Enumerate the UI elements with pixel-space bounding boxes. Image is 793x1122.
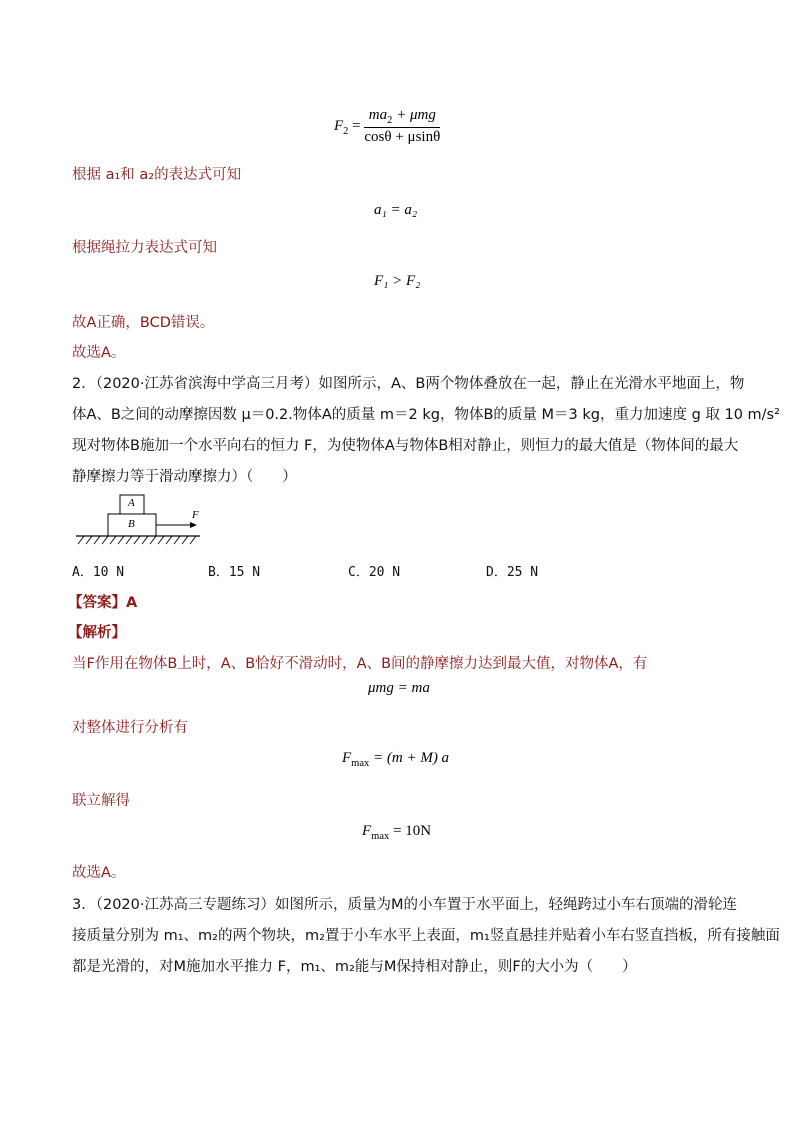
question-3-line: 都是光滑的，对M施加水平推力 F，m₁、m₂能与M保持相对静止，则F的大小为（ ） xyxy=(72,959,637,975)
equation-a1-a2: a₁ = a₂ xyxy=(374,202,418,218)
formula-f2: $F_2$ = $\frac{ma_2 + \mu mg}{\cos\theta + \mu\sin\theta}$ xyxy=(334,107,441,145)
equation-friction: μmg = ma xyxy=(368,680,430,696)
text-line: 根据 a₁和 a₂的表达式可知 xyxy=(72,167,242,183)
equation-f1-f2: F₁ > F₂ xyxy=(374,273,421,289)
equation-fmax: $F_{max} = (m + M)$ a xyxy=(342,750,450,769)
question-2-line: 体A、B之间的动摩擦因数 μ＝0.2.物体A的质量 m＝2 kg，物体B的质量 M＝3 kg，重力加速度 g 取 10 m/s² xyxy=(72,407,780,423)
question-3-line: 接质量分别为 m₁、m₂的两个物块，m₂置于小车水平上表面，m₁竖直悬挂并贴着小车右竖直挡板，所有接触面 xyxy=(72,928,780,944)
force-label: F xyxy=(192,509,199,521)
ground-hatching xyxy=(78,536,196,544)
solution-line: 对整体进行分析有 xyxy=(72,720,188,736)
text-line: 故A正确，BCD错误。 xyxy=(72,315,215,331)
formula-f2-lhs: F xyxy=(334,117,344,134)
solution-line: 联立解得 xyxy=(72,793,130,809)
block-b-label: B xyxy=(128,518,135,530)
text-line: 根据绳拉力表达式可知 xyxy=(72,240,217,256)
formula-f2-fraction: $\frac{ma_2 + \mu mg}{\cos\theta + \mu\sin\theta}$ xyxy=(364,107,441,145)
question-2-line: 2．（2020·江苏省滨海中学高三月考）如图所示，A、B两个物体叠放在一起，静止在光滑水平地面上，物 xyxy=(72,376,745,392)
question-3-line: 3．（2020·江苏高三专题练习）如图所示，质量为M的小车置于水平面上，轻绳跨过小车右顶端的滑轮连 xyxy=(72,897,737,913)
analysis-label: 【解析】 xyxy=(68,625,126,641)
blocks-diagram xyxy=(72,493,212,549)
formula-f2-lhs-sub: 2 xyxy=(343,125,349,137)
blocks-figure xyxy=(72,493,212,549)
answer-label: 【答案】A xyxy=(68,595,138,611)
question-2-line: 现对物体B施加一个水平向右的恒力 F，为使物体A与物体B相对静止，则恒力的最大值是（物体间的最大 xyxy=(72,438,739,454)
option-c: C．20 N xyxy=(348,565,401,580)
option-a: A．10 N xyxy=(72,565,125,580)
block-a-label: A xyxy=(128,497,135,509)
option-d: D．25 N xyxy=(486,565,539,580)
solution-line: 当F作用在物体B上时，A、B恰好不滑动时，A、B间的静摩擦力达到最大值，对物体A，有 xyxy=(72,656,648,672)
question-2-line: 静摩擦力等于滑动摩擦力）（ ） xyxy=(72,469,297,485)
solution-line: 故选A。 xyxy=(72,865,126,881)
text-line: 故选A。 xyxy=(72,345,126,361)
force-arrowhead xyxy=(190,522,197,528)
equation-result: $F_{max} = 10N$ xyxy=(362,823,432,842)
option-b: B．15 N xyxy=(208,565,261,580)
